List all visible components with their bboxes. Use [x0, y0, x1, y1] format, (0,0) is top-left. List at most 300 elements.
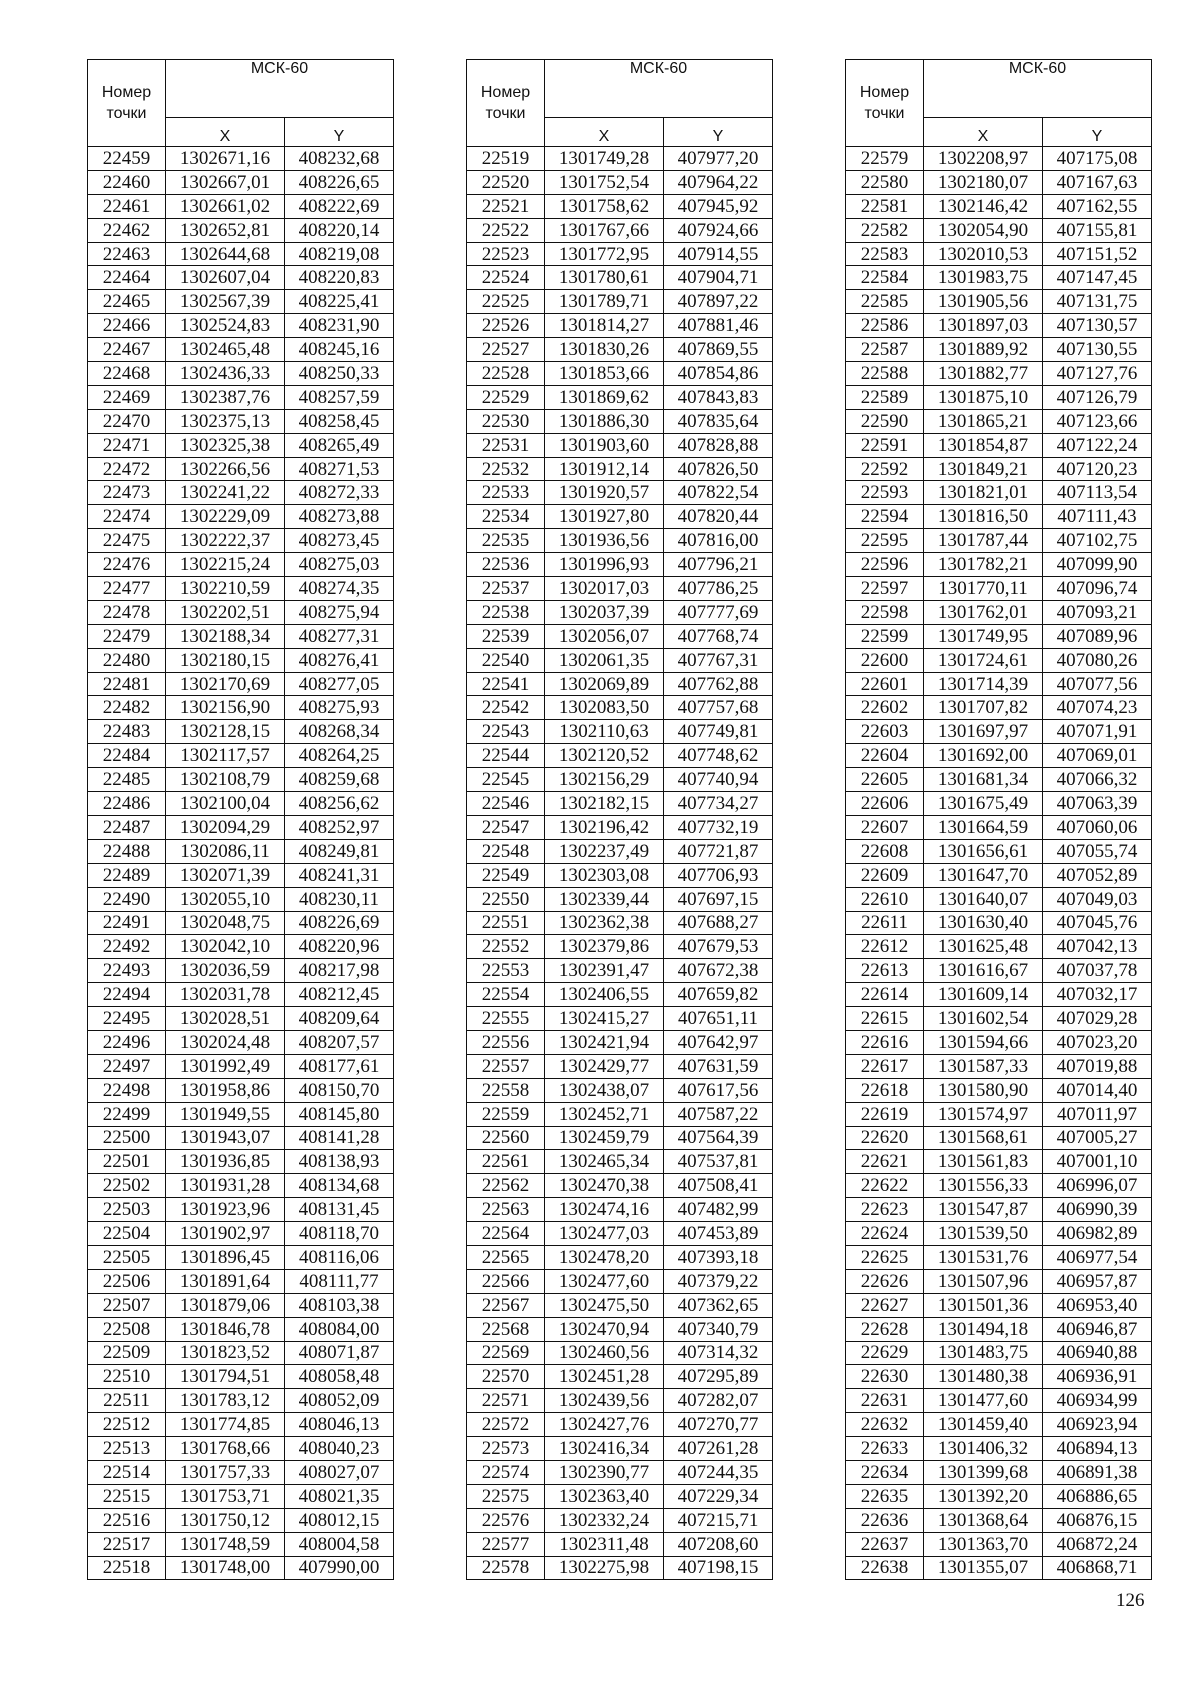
- point-number-cell: 22471: [88, 433, 166, 457]
- point-number-cell: 22531: [467, 433, 545, 457]
- x-coordinate-cell: 1302180,07: [924, 170, 1043, 194]
- x-coordinate-cell: 1302460,56: [545, 1341, 664, 1365]
- point-number-cell: 22550: [467, 887, 545, 911]
- table-row: [846, 768, 1152, 792]
- point-number-cell: 22633: [846, 1437, 924, 1461]
- x-coordinate-cell: 1301770,11: [924, 577, 1043, 601]
- y-coordinate-cell: 407820,44: [664, 505, 773, 529]
- x-coordinate-cell: 1301865,21: [924, 409, 1043, 433]
- y-coordinate-cell: 407155,81: [1043, 218, 1152, 242]
- y-coordinate-cell: 407740,94: [664, 768, 773, 792]
- point-number-cell: 22464: [88, 266, 166, 290]
- x-coordinate-cell: 1301753,71: [166, 1484, 285, 1508]
- x-coordinate-cell: 1301846,78: [166, 1317, 285, 1341]
- table-row: [88, 481, 394, 505]
- table-row: [467, 1484, 773, 1508]
- y-coordinate-cell: 407854,86: [664, 362, 773, 386]
- point-number-cell: 22610: [846, 887, 924, 911]
- y-coordinate-cell: 407151,52: [1043, 242, 1152, 266]
- x-coordinate-cell: 1302056,07: [545, 624, 664, 648]
- point-number-cell: 22577: [467, 1532, 545, 1556]
- y-coordinate-cell: 407005,27: [1043, 1126, 1152, 1150]
- x-coordinate-cell: 1301757,33: [166, 1460, 285, 1484]
- point-number-cell: 22496: [88, 1030, 166, 1054]
- x-column-header: X: [545, 118, 664, 147]
- point-number-cell: 22582: [846, 218, 924, 242]
- table-row: [467, 1150, 773, 1174]
- table-row: [88, 1030, 394, 1054]
- point-number-cell: 22568: [467, 1317, 545, 1341]
- x-coordinate-cell: 1302210,59: [166, 577, 285, 601]
- x-coordinate-cell: 1301647,70: [924, 863, 1043, 887]
- x-coordinate-cell: 1302069,89: [545, 672, 664, 696]
- point-number-cell: 22522: [467, 218, 545, 242]
- point-number-cell: 22502: [88, 1174, 166, 1198]
- coordinates-table-3: [845, 59, 1151, 1580]
- table-row: [846, 314, 1152, 338]
- y-coordinate-cell: 408222,69: [285, 194, 394, 218]
- y-coordinate-cell: 408277,05: [285, 672, 394, 696]
- y-coordinate-cell: 408052,09: [285, 1389, 394, 1413]
- y-coordinate-cell: 407077,56: [1043, 672, 1152, 696]
- y-coordinate-cell: 406940,88: [1043, 1341, 1152, 1365]
- y-coordinate-cell: 407042,13: [1043, 935, 1152, 959]
- table-row: [467, 1054, 773, 1078]
- table-row: [846, 1389, 1152, 1413]
- y-coordinate-cell: 407777,69: [664, 600, 773, 624]
- y-coordinate-cell: 408277,31: [285, 624, 394, 648]
- x-coordinate-cell: 1301580,90: [924, 1078, 1043, 1102]
- y-coordinate-cell: 407131,75: [1043, 290, 1152, 314]
- table-row: [467, 1030, 773, 1054]
- point-number-cell: 22486: [88, 792, 166, 816]
- point-number-cell: 22599: [846, 624, 924, 648]
- point-number-cell: 22620: [846, 1126, 924, 1150]
- table-row: [846, 1150, 1152, 1174]
- x-coordinate-cell: 1301399,68: [924, 1460, 1043, 1484]
- table-row: [88, 1317, 394, 1341]
- y-coordinate-cell: 408084,00: [285, 1317, 394, 1341]
- x-coordinate-cell: 1302036,59: [166, 959, 285, 983]
- x-coordinate-cell: 1301849,21: [924, 457, 1043, 481]
- y-coordinate-cell: 407904,71: [664, 266, 773, 290]
- y-coordinate-cell: 407796,21: [664, 553, 773, 577]
- x-coordinate-cell: 1301758,62: [545, 194, 664, 218]
- table-row: [88, 1532, 394, 1556]
- point-number-cell: 22523: [467, 242, 545, 266]
- point-number-cell: 22533: [467, 481, 545, 505]
- y-coordinate-cell: 408271,53: [285, 457, 394, 481]
- point-number-cell: 22589: [846, 385, 924, 409]
- table-row: [88, 696, 394, 720]
- y-coordinate-cell: 407295,89: [664, 1365, 773, 1389]
- y-coordinate-cell: 408252,97: [285, 815, 394, 839]
- table-row: [846, 863, 1152, 887]
- y-coordinate-cell: 407147,45: [1043, 266, 1152, 290]
- y-coordinate-cell: 407688,27: [664, 911, 773, 935]
- table-row: [846, 147, 1152, 171]
- y-coordinate-cell: 408273,45: [285, 529, 394, 553]
- point-number-cell: 22511: [88, 1389, 166, 1413]
- y-coordinate-cell: 407069,01: [1043, 744, 1152, 768]
- table-row: [467, 911, 773, 935]
- y-coordinate-cell: 407314,32: [664, 1341, 773, 1365]
- point-number-cell: 22626: [846, 1269, 924, 1293]
- point-number-cell: 22501: [88, 1150, 166, 1174]
- y-coordinate-cell: 408226,69: [285, 911, 394, 935]
- table-row: [846, 935, 1152, 959]
- table-row: [846, 553, 1152, 577]
- point-number-cell: 22575: [467, 1484, 545, 1508]
- point-number-cell: 22532: [467, 457, 545, 481]
- table-row: [846, 959, 1152, 983]
- table-row: [467, 1222, 773, 1246]
- x-coordinate-cell: 1302071,39: [166, 863, 285, 887]
- x-coordinate-cell: 1302524,83: [166, 314, 285, 338]
- table-row: [88, 577, 394, 601]
- x-coordinate-cell: 1302436,33: [166, 362, 285, 386]
- point-number-cell: 22492: [88, 935, 166, 959]
- point-number-cell: 22482: [88, 696, 166, 720]
- x-coordinate-cell: 1301983,75: [924, 266, 1043, 290]
- y-coordinate-cell: 407198,15: [664, 1556, 773, 1580]
- x-coordinate-cell: 1302170,69: [166, 672, 285, 696]
- y-coordinate-cell: 407843,83: [664, 385, 773, 409]
- table-row: [467, 147, 773, 171]
- y-coordinate-cell: 406957,87: [1043, 1269, 1152, 1293]
- y-coordinate-cell: 407757,68: [664, 696, 773, 720]
- x-coordinate-cell: 1302325,38: [166, 433, 285, 457]
- y-coordinate-cell: 406977,54: [1043, 1245, 1152, 1269]
- coordinates-table-2: [466, 59, 772, 1580]
- y-coordinate-cell: 407748,62: [664, 744, 773, 768]
- y-coordinate-cell: 408116,06: [285, 1245, 394, 1269]
- x-coordinate-cell: 1302391,47: [545, 959, 664, 983]
- table-row: [846, 218, 1152, 242]
- point-number-cell: 22515: [88, 1484, 166, 1508]
- y-coordinate-cell: 408275,93: [285, 696, 394, 720]
- y-coordinate-cell: 408040,23: [285, 1437, 394, 1461]
- y-coordinate-cell: 407001,10: [1043, 1150, 1152, 1174]
- x-coordinate-cell: 1302339,44: [545, 887, 664, 911]
- y-coordinate-cell: 407102,75: [1043, 529, 1152, 553]
- x-coordinate-cell: 1302037,39: [545, 600, 664, 624]
- table-row: [846, 1293, 1152, 1317]
- y-coordinate-cell: 406936,91: [1043, 1365, 1152, 1389]
- point-number-cell: 22586: [846, 314, 924, 338]
- y-coordinate-cell: 407049,03: [1043, 887, 1152, 911]
- table-row: [88, 218, 394, 242]
- point-number-cell: 22597: [846, 577, 924, 601]
- point-number-cell: 22628: [846, 1317, 924, 1341]
- table-row: [467, 815, 773, 839]
- x-coordinate-cell: 1301875,10: [924, 385, 1043, 409]
- table-row: [467, 1460, 773, 1484]
- table-row: [467, 505, 773, 529]
- point-number-cell: 22487: [88, 815, 166, 839]
- table-row: [846, 1269, 1152, 1293]
- point-number-cell: 22621: [846, 1150, 924, 1174]
- y-coordinate-cell: 406891,38: [1043, 1460, 1152, 1484]
- y-coordinate-cell: 406923,94: [1043, 1413, 1152, 1437]
- table-row: [846, 1437, 1152, 1461]
- table-row: [846, 1556, 1152, 1580]
- table-row: [88, 1556, 394, 1580]
- x-coordinate-cell: 1301923,96: [166, 1198, 285, 1222]
- point-number-cell: 22494: [88, 983, 166, 1007]
- y-coordinate-cell: 407111,43: [1043, 505, 1152, 529]
- table-row: [88, 863, 394, 887]
- y-coordinate-cell: 407786,25: [664, 577, 773, 601]
- x-coordinate-cell: 1301748,59: [166, 1532, 285, 1556]
- x-coordinate-cell: 1302429,77: [545, 1054, 664, 1078]
- y-coordinate-cell: 407175,08: [1043, 147, 1152, 171]
- table-row: [88, 409, 394, 433]
- x-coordinate-cell: 1302667,01: [166, 170, 285, 194]
- y-coordinate-cell: 407564,39: [664, 1126, 773, 1150]
- point-number-cell: 22578: [467, 1556, 545, 1580]
- table-row: [467, 959, 773, 983]
- x-coordinate-cell: 1301992,49: [166, 1054, 285, 1078]
- point-number-cell: 22632: [846, 1413, 924, 1437]
- y-coordinate-cell: 406953,40: [1043, 1293, 1152, 1317]
- x-coordinate-cell: 1301903,60: [545, 433, 664, 457]
- table-row: [467, 983, 773, 1007]
- x-coordinate-cell: 1301936,85: [166, 1150, 285, 1174]
- y-coordinate-cell: 407130,55: [1043, 338, 1152, 362]
- table-row: [88, 624, 394, 648]
- y-coordinate-cell: 407208,60: [664, 1532, 773, 1556]
- x-coordinate-cell: 1301501,36: [924, 1293, 1043, 1317]
- y-coordinate-cell: 407706,93: [664, 863, 773, 887]
- y-coordinate-cell: 406946,87: [1043, 1317, 1152, 1341]
- y-coordinate-cell: 407037,78: [1043, 959, 1152, 983]
- table-row: [846, 266, 1152, 290]
- x-coordinate-cell: 1301896,45: [166, 1245, 285, 1269]
- point-number-cell: 22606: [846, 792, 924, 816]
- x-coordinate-cell: 1302196,42: [545, 815, 664, 839]
- y-coordinate-cell: 408274,35: [285, 577, 394, 601]
- x-coordinate-cell: 1301897,03: [924, 314, 1043, 338]
- x-coordinate-cell: 1301459,40: [924, 1413, 1043, 1437]
- y-coordinate-cell: 407768,74: [664, 624, 773, 648]
- y-coordinate-cell: 407029,28: [1043, 1007, 1152, 1031]
- x-coordinate-cell: 1301547,87: [924, 1198, 1043, 1222]
- point-number-cell: 22545: [467, 768, 545, 792]
- point-number-cell: 22556: [467, 1030, 545, 1054]
- y-coordinate-cell: 408230,11: [285, 887, 394, 911]
- y-coordinate-cell: 407126,79: [1043, 385, 1152, 409]
- x-coordinate-cell: 1302275,98: [545, 1556, 664, 1580]
- point-number-cell: 22507: [88, 1293, 166, 1317]
- y-coordinate-cell: 407120,23: [1043, 457, 1152, 481]
- table-row: [467, 481, 773, 505]
- y-coordinate-cell: 407945,92: [664, 194, 773, 218]
- table-row: [88, 1198, 394, 1222]
- table-row: [88, 1293, 394, 1317]
- x-coordinate-cell: 1301814,27: [545, 314, 664, 338]
- point-number-cell: 22564: [467, 1222, 545, 1246]
- y-coordinate-cell: 408118,70: [285, 1222, 394, 1246]
- point-number-cell: 22542: [467, 696, 545, 720]
- table-row: [88, 242, 394, 266]
- x-coordinate-cell: 1302182,15: [545, 792, 664, 816]
- y-coordinate-cell: 408150,70: [285, 1078, 394, 1102]
- x-coordinate-cell: 1302427,76: [545, 1413, 664, 1437]
- point-number-cell: 22593: [846, 481, 924, 505]
- x-coordinate-cell: 1302415,27: [545, 1007, 664, 1031]
- point-number-cell: 22459: [88, 147, 166, 171]
- point-number-cell: 22505: [88, 1245, 166, 1269]
- point-number-cell: 22592: [846, 457, 924, 481]
- x-coordinate-cell: 1302363,40: [545, 1484, 664, 1508]
- table-row: [846, 648, 1152, 672]
- table-row: [846, 194, 1152, 218]
- point-number-cell: 22618: [846, 1078, 924, 1102]
- x-coordinate-cell: 1301882,77: [924, 362, 1043, 386]
- point-number-cell: 22538: [467, 600, 545, 624]
- point-number-cell: 22585: [846, 290, 924, 314]
- table-row: [846, 1532, 1152, 1556]
- x-coordinate-cell: 1301750,12: [166, 1508, 285, 1532]
- table-row: [467, 1341, 773, 1365]
- table-row: [467, 362, 773, 386]
- table-row: [88, 385, 394, 409]
- table-row: [846, 1484, 1152, 1508]
- table-row: [467, 529, 773, 553]
- y-coordinate-cell: 407099,90: [1043, 553, 1152, 577]
- y-coordinate-cell: 407282,07: [664, 1389, 773, 1413]
- point-number-cell: 22637: [846, 1532, 924, 1556]
- x-coordinate-cell: 1302452,71: [545, 1102, 664, 1126]
- table-row: [88, 1508, 394, 1532]
- y-coordinate-cell: 408265,49: [285, 433, 394, 457]
- table-row: [846, 1198, 1152, 1222]
- y-coordinate-cell: 407964,22: [664, 170, 773, 194]
- header-row: [88, 60, 394, 118]
- table-row: [88, 887, 394, 911]
- table-row: [846, 1460, 1152, 1484]
- point-number-cell: 22624: [846, 1222, 924, 1246]
- y-coordinate-cell: 407162,55: [1043, 194, 1152, 218]
- point-number-cell: 22534: [467, 505, 545, 529]
- table-row: [88, 911, 394, 935]
- y-coordinate-cell: 407014,40: [1043, 1078, 1152, 1102]
- y-coordinate-cell: 407924,66: [664, 218, 773, 242]
- point-number-cell: 22613: [846, 959, 924, 983]
- x-coordinate-cell: 1302362,38: [545, 911, 664, 935]
- point-number-cell: 22614: [846, 983, 924, 1007]
- x-coordinate-cell: 1301912,14: [545, 457, 664, 481]
- point-number-cell: 22512: [88, 1413, 166, 1437]
- point-number-cell: 22588: [846, 362, 924, 386]
- point-number-cell: 22634: [846, 1460, 924, 1484]
- y-coordinate-cell: 407229,34: [664, 1484, 773, 1508]
- x-coordinate-cell: 1301891,64: [166, 1269, 285, 1293]
- x-coordinate-cell: 1302661,02: [166, 194, 285, 218]
- y-coordinate-cell: 408220,96: [285, 935, 394, 959]
- x-coordinate-cell: 1301931,28: [166, 1174, 285, 1198]
- table-row: [88, 553, 394, 577]
- point-number-cell: 22528: [467, 362, 545, 386]
- table-row: [846, 362, 1152, 386]
- point-number-cell: 22504: [88, 1222, 166, 1246]
- y-coordinate-cell: 407244,35: [664, 1460, 773, 1484]
- point-number-cell: 22508: [88, 1317, 166, 1341]
- y-coordinate-cell: 407762,88: [664, 672, 773, 696]
- table-row: [88, 505, 394, 529]
- point-number-cell: 22462: [88, 218, 166, 242]
- y-coordinate-cell: 407822,54: [664, 481, 773, 505]
- x-coordinate-cell: 1302406,55: [545, 983, 664, 1007]
- table-row: [88, 959, 394, 983]
- x-coordinate-cell: 1302241,22: [166, 481, 285, 505]
- x-coordinate-cell: 1301368,64: [924, 1508, 1043, 1532]
- x-coordinate-cell: 1301869,62: [545, 385, 664, 409]
- table-row: [846, 409, 1152, 433]
- point-number-cell: 22498: [88, 1078, 166, 1102]
- y-coordinate-cell: 407482,99: [664, 1198, 773, 1222]
- x-coordinate-cell: 1301752,54: [545, 170, 664, 194]
- x-coordinate-cell: 1301886,30: [545, 409, 664, 433]
- table-row: [88, 672, 394, 696]
- point-number-cell: 22520: [467, 170, 545, 194]
- table-row: [846, 1174, 1152, 1198]
- point-number-cell: 22478: [88, 600, 166, 624]
- point-number-cell: 22548: [467, 839, 545, 863]
- y-coordinate-cell: 407869,55: [664, 338, 773, 362]
- y-coordinate-cell: 408219,08: [285, 242, 394, 266]
- point-number-cell: 22598: [846, 600, 924, 624]
- x-coordinate-cell: 1302303,08: [545, 863, 664, 887]
- table-row: [467, 672, 773, 696]
- y-coordinate-cell: 408220,83: [285, 266, 394, 290]
- y-column-header: Y: [285, 118, 394, 147]
- point-number-cell: 22573: [467, 1437, 545, 1461]
- table-row: [467, 1007, 773, 1031]
- y-coordinate-cell: 407453,89: [664, 1222, 773, 1246]
- y-coordinate-cell: 408232,68: [285, 147, 394, 171]
- table-row: [88, 1365, 394, 1389]
- y-coordinate-cell: 407362,65: [664, 1293, 773, 1317]
- y-coordinate-cell: 408177,61: [285, 1054, 394, 1078]
- table-row: [467, 577, 773, 601]
- y-coordinate-cell: 407816,00: [664, 529, 773, 553]
- y-coordinate-cell: 407071,91: [1043, 720, 1152, 744]
- x-coordinate-cell: 1302086,11: [166, 839, 285, 863]
- x-coordinate-cell: 1302416,34: [545, 1437, 664, 1461]
- point-number-cell: 22537: [467, 577, 545, 601]
- table-row: [846, 1078, 1152, 1102]
- y-column-header: Y: [664, 118, 773, 147]
- coordinates-grid: [845, 59, 1152, 1580]
- x-coordinate-cell: 1301477,60: [924, 1389, 1043, 1413]
- y-coordinate-cell: 408276,41: [285, 648, 394, 672]
- table-row: [846, 1508, 1152, 1532]
- x-coordinate-cell: 1301823,52: [166, 1341, 285, 1365]
- point-number-cell: 22469: [88, 385, 166, 409]
- point-number-cell: 22481: [88, 672, 166, 696]
- table-row: [467, 935, 773, 959]
- x-coordinate-cell: 1301616,67: [924, 959, 1043, 983]
- y-coordinate-cell: 408256,62: [285, 792, 394, 816]
- point-number-cell: 22460: [88, 170, 166, 194]
- x-coordinate-cell: 1301675,49: [924, 792, 1043, 816]
- x-coordinate-cell: 1302061,35: [545, 648, 664, 672]
- table-row: [846, 1030, 1152, 1054]
- header-row: [846, 60, 1152, 118]
- table-row: [467, 218, 773, 242]
